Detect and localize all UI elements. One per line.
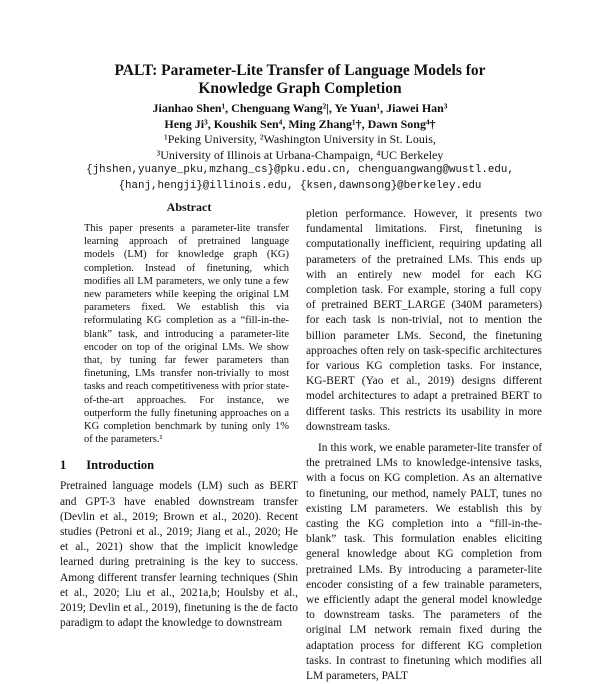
email-line-2: {hanj,hengji}@illinois.edu, {ksen,dawnsong}@berkeley.edu bbox=[118, 179, 482, 192]
affiliation-line-2: ³University of Illinois at Urbana-Champaign, ⁴UC Berkeley bbox=[156, 147, 444, 162]
abstract-text: This paper presents a parameter-lite transfer learning approach of pretrained language models (LM) for knowledge graph (KG) completion. Instead of finetuning, which modifies all LM parameters, we only tune a few new parameters while keeping the original LM parameters fixed. We establish this via reformulating KG completion as a “fill-in-the-blank” task, and introducing a parameter-lite encoder on top of the original LMs. We show that, by tuning far fewer parameters than finetuning, LMs transfer non-trivially to most tasks and reach competitiveness with prior state-of-the-art approaches. For instance, we outperform the fully finetuning approaches on a KG completion benchmark by tuning only 1% of the parameters.¹ bbox=[84, 223, 289, 446]
intro-text: Pretrained language models (LM) such as BERT and GPT-3 have enabled downstream transfer (Devlin et al., 2019; Brown et al., 2020). Recent studies (Petroni et al., 2019; Jiang et al., 2020; He et al., 2021) show that the implicit knowledge learned during pretraining is the key to success. Among different transfer learning techniques (Shin et al., 2020; Liu et al., 2021a,b; Houlsby et al., 2019; Devlin et al., 2019), finetuning is the de facto paradigm to adapt the knowledge to downstream bbox=[60, 480, 298, 630]
intro-heading bbox=[60, 458, 298, 473]
author-block bbox=[40, 101, 560, 194]
title-line-2: Knowledge Graph Completion bbox=[198, 80, 402, 97]
authors-line-1: Jianhao Shen¹, Chenguang Wang²|, Ye Yuan¹, Jiawei Han³ bbox=[152, 101, 448, 115]
section-number: 1 bbox=[60, 458, 67, 473]
right-column bbox=[306, 207, 542, 684]
right-paragraph-2: In this work, we enable parameter-lite transfer of the pretrained LMs to knowledge-intensive tasks, with a focus on KG completion. As an alternative to finetuning, our method, namely PALT, tunes no existing LM parameters. We establish this by casting the KG completion into a “fill-in-the-blank” task. This formulation enables eliciting general knowledge about KG completion from pretrained LMs. By introducing a parameter-lite encoder consisting of a few trainable parameters, we efficiently adapt the general model knowledge to downstream tasks. The parameters of the original LM network remain fixed during the adaptation process for different KG completion tasks. In contrast to finetuning which modifies all LM parameters, PALT bbox=[306, 442, 542, 683]
abstract-heading: Abstract bbox=[166, 200, 212, 214]
authors-line-2: Heng Ji³, Koushik Sen⁴, Ming Zhang¹†, Dawn Song⁴† bbox=[164, 116, 436, 131]
paper-title bbox=[60, 62, 540, 98]
affiliation-line-1: ¹Peking University, ²Washington University in St. Louis, bbox=[164, 132, 436, 146]
left-column bbox=[60, 200, 298, 631]
email-line-1: {jhshen,yuanye_pku,mzhang_cs}@pku.edu.cn, chenguangwang@wustl.edu, bbox=[86, 164, 514, 176]
section-title: Introduction bbox=[86, 458, 155, 473]
title-line-1: PALT: Parameter-Lite Transfer of Language Models for bbox=[114, 62, 486, 79]
right-paragraph-1: pletion performance. However, it presents two fundamental limitations. First, finetuning is computationally inefficient, requiring updating all parameters of the pretrained LMs. This ends up with an entirely new model for each KG completion task. For example, storing a full copy of pretrained BERT_LARGE (340M parameters) for each task is non-trivial, not to mention the billion parameter LMs. Second, the finetuning approaches often rely on task-specific architectures for various KG completion tasks. For instance, KG-BERT (Yao et al., 2019) designs different model architectures to adapt a pretrained BERT to different tasks. This restricts its usability in more downstream tasks. bbox=[306, 208, 542, 433]
